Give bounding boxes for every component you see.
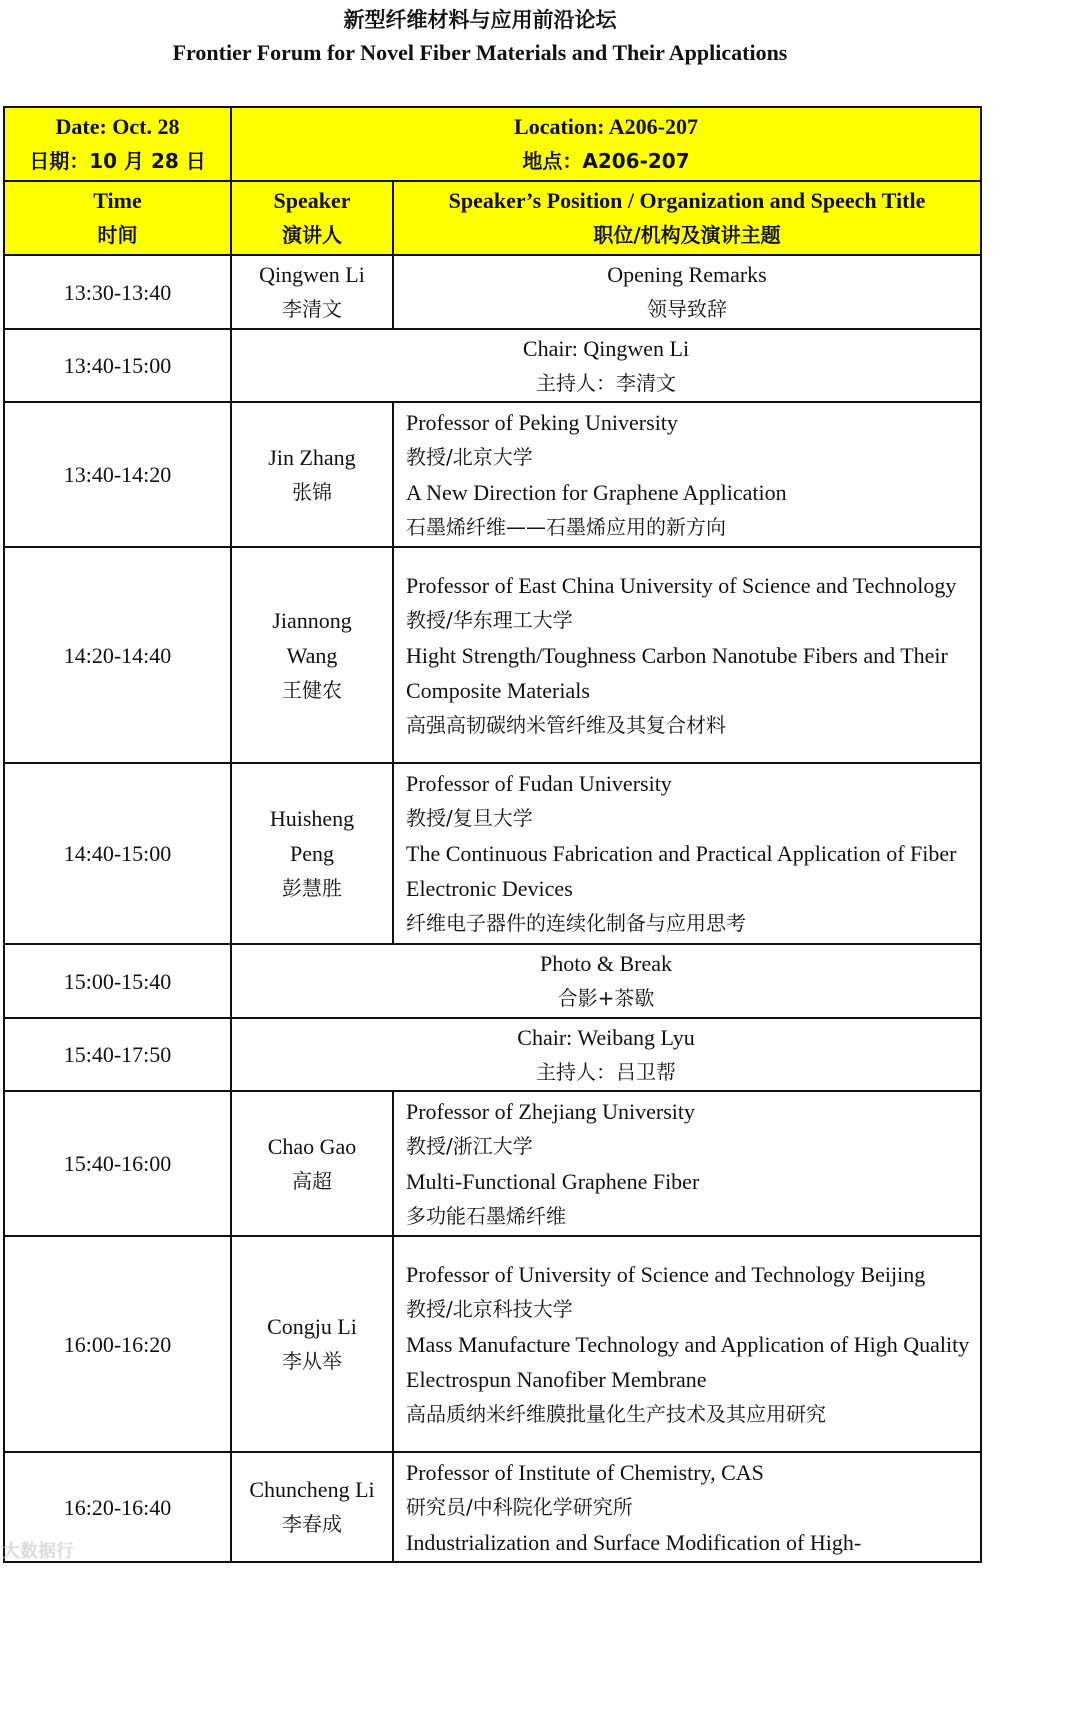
- description-cell: [393, 255, 981, 329]
- description-line: 纤维电子器件的连续化制备与应用思考: [406, 911, 746, 935]
- location-cell: [231, 107, 981, 181]
- time-cell: 13:30-13:40: [4, 255, 231, 329]
- table-row: [4, 547, 981, 763]
- speaker-header-cn: 演讲人: [282, 223, 342, 247]
- header-row-date-location: [4, 107, 981, 181]
- description-line: Professor of University of Science and Technology Beijing: [406, 1261, 926, 1287]
- description-cell: [393, 1091, 981, 1236]
- description-line: 教授/华东理工大学: [406, 607, 573, 632]
- description-line: A New Direction for Graphene Application: [406, 479, 787, 505]
- table-row: [4, 1452, 981, 1562]
- description-line: 多功能石墨烯纤维: [406, 1203, 566, 1228]
- position-header: [393, 181, 981, 255]
- speaker-name-cn: 高超: [292, 1168, 332, 1193]
- speaker-cell: [231, 1091, 393, 1236]
- description-line: 石墨烯纤维——石墨烯应用的新方向: [406, 514, 726, 539]
- schedule-table: [3, 106, 982, 1563]
- description-line: Hight Strength/Toughness Carbon Nanotube Fibers and Their Composite Materials: [406, 642, 948, 703]
- speaker-name-cn: 张锦: [292, 479, 332, 504]
- date-en: Date: Oct. 28: [55, 114, 180, 139]
- description-line: The Continuous Fabrication and Practical Application of Fiber Electronic Devices: [406, 841, 957, 901]
- description-line: 高品质纳米纤维膜批量化生产技术及其应用研究: [406, 1401, 826, 1426]
- session-text: Photo & Break: [540, 951, 672, 976]
- description-cell: [393, 763, 981, 944]
- table-row: [4, 763, 981, 944]
- speaker-name-en: Jin Zhang: [268, 444, 356, 470]
- description-cell: [393, 1236, 981, 1452]
- speaker-name-en: Qingwen Li: [259, 262, 365, 287]
- table-row: [4, 1018, 981, 1091]
- speaker-name-en: Huisheng Peng: [269, 806, 355, 866]
- table-row: [4, 402, 981, 547]
- speaker-cell: [231, 1236, 393, 1452]
- speaker-name-cn: 彭慧胜: [282, 876, 342, 900]
- description-line: 领导致辞: [647, 297, 727, 321]
- header-row-columns: [4, 181, 981, 255]
- date-cell: [4, 107, 231, 181]
- time-cell: 13:40-14:20: [4, 402, 231, 547]
- description-cell: [393, 547, 981, 763]
- watermark-text: 大数据行: [2, 1541, 74, 1562]
- speaker-name-en: Chuncheng Li: [249, 1477, 375, 1502]
- location-cn: 地点：A206-207: [522, 149, 690, 173]
- position-header-cn: 职位/机构及演讲主题: [593, 223, 781, 247]
- description-line: 教授/北京大学: [406, 444, 533, 469]
- description-line: Professor of Peking University: [406, 409, 678, 435]
- description-line: Professor of Institute of Chemistry, CAS: [406, 1459, 764, 1485]
- description-line: Professor of Zhejiang University: [406, 1098, 695, 1124]
- table-row: [4, 1236, 981, 1452]
- session-text: Chair: Qingwen Li: [522, 335, 690, 361]
- table-row: [4, 944, 981, 1018]
- description-line: Mass Manufacture Technology and Application of High Quality Electrospun Nanofiber Membrane: [406, 1331, 970, 1392]
- speaker-name-en: Congju Li: [267, 1314, 357, 1339]
- position-header-en: Speaker’s Position / Organization and Speech Title: [448, 188, 926, 213]
- description-line: 教授/北京科技大学: [406, 1296, 573, 1321]
- speaker-cell: [231, 402, 393, 547]
- time-cell: 16:20-16:40: [4, 1452, 231, 1562]
- time-cell: 15:40-16:00: [4, 1091, 231, 1236]
- speaker-cell: [231, 763, 393, 944]
- description-line: 高强高韧碳纳米管纤维及其复合材料: [406, 712, 726, 737]
- time-header: [4, 181, 231, 255]
- page-title-cn: 新型纤维材料与应用前沿论坛: [343, 8, 617, 32]
- description-line: 教授/复旦大学: [406, 806, 533, 830]
- session-cell: [231, 944, 981, 1018]
- speaker-name-en: Jiannong Wang: [272, 607, 352, 668]
- time-cell: 14:20-14:40: [4, 547, 231, 763]
- date-cn: 日期：10 月 28 日: [29, 149, 206, 173]
- speaker-header: [231, 181, 393, 255]
- speaker-name-en: Chao Gao: [267, 1133, 357, 1159]
- time-cell: 14:40-15:00: [4, 763, 231, 944]
- time-cell: 15:40-17:50: [4, 1018, 231, 1091]
- time-header-en: Time: [93, 188, 142, 213]
- description-line: Industrialization and Surface Modification of High-: [406, 1529, 862, 1555]
- session-text: 合影+茶歇: [557, 986, 655, 1010]
- description-line: Opening Remarks: [607, 262, 767, 287]
- session-text: 主持人：李清文: [536, 370, 676, 395]
- location-en: Location: A206-207: [514, 114, 698, 139]
- session-text: Chair: Weibang Lyu: [517, 1024, 695, 1050]
- description-cell: [393, 402, 981, 547]
- time-cell: 15:00-15:40: [4, 944, 231, 1018]
- speaker-cell: [231, 547, 393, 763]
- speaker-cell: [231, 255, 393, 329]
- speaker-cell: [231, 1452, 393, 1562]
- description-line: Multi-Functional Graphene Fiber: [406, 1168, 700, 1194]
- time-cell: 13:40-15:00: [4, 329, 231, 402]
- table-row: [4, 1091, 981, 1236]
- description-line: 教授/浙江大学: [406, 1133, 533, 1158]
- speaker-name-cn: 王健农: [282, 677, 342, 702]
- time-cell: 16:00-16:20: [4, 1236, 231, 1452]
- table-row: [4, 329, 981, 402]
- description-cell: [393, 1452, 981, 1562]
- speaker-name-cn: 李清文: [282, 297, 342, 321]
- session-cell: [231, 1018, 981, 1091]
- time-header-cn: 时间: [97, 223, 138, 247]
- session-text: 主持人：吕卫帮: [536, 1059, 676, 1084]
- page-title-en: Frontier Forum for Novel Fiber Materials and Their Applications: [172, 40, 788, 65]
- table-row: [4, 255, 981, 329]
- speaker-name-cn: 李春成: [282, 1512, 342, 1536]
- speaker-header-en: Speaker: [273, 188, 351, 213]
- description-line: Professor of Fudan University: [406, 771, 672, 796]
- session-cell: [231, 329, 981, 402]
- description-line: 研究员/中科院化学研究所: [406, 1494, 633, 1519]
- description-line: Professor of East China University of Science and Technology: [406, 572, 957, 598]
- speaker-name-cn: 李从举: [282, 1349, 342, 1373]
